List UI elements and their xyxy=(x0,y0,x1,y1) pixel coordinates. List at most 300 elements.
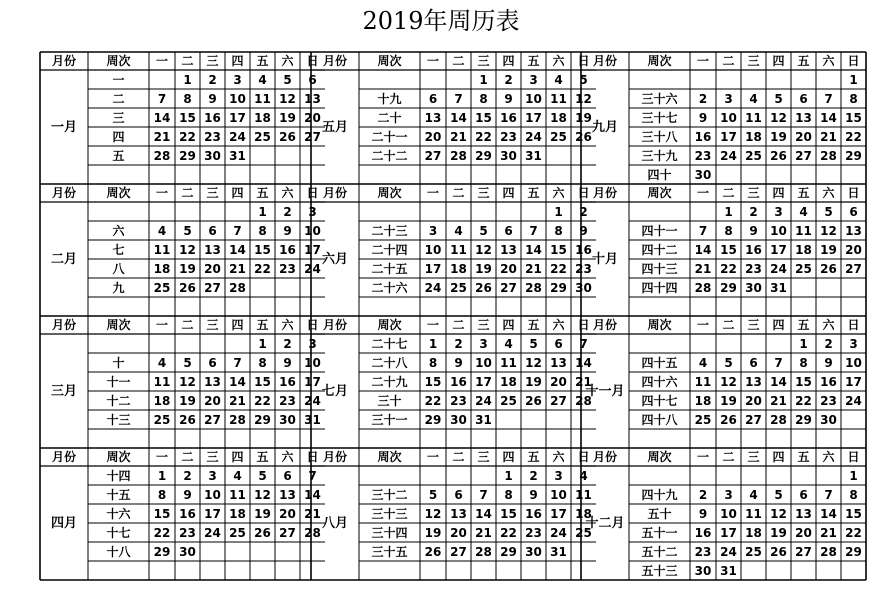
week-number xyxy=(359,561,420,580)
day-cell: 18 xyxy=(694,393,712,408)
day-cell xyxy=(471,202,496,221)
column-header: 周次 xyxy=(647,186,672,200)
day-cell: 23 xyxy=(745,261,762,276)
column-header: 一 xyxy=(696,186,709,200)
column-header: 六 xyxy=(822,450,835,464)
day-cell: 13 xyxy=(204,374,221,389)
day-cell xyxy=(225,334,250,353)
day-cell: 9 xyxy=(824,355,833,370)
day-cell: 25 xyxy=(229,525,246,540)
column-header: 三 xyxy=(206,186,219,200)
day-cell: 29 xyxy=(424,412,442,427)
day-cell: 28 xyxy=(820,544,837,559)
day-cell: 7 xyxy=(774,355,783,370)
day-cell xyxy=(200,561,225,580)
day-cell: 28 xyxy=(153,148,171,163)
column-header: 二 xyxy=(452,318,465,332)
day-cell: 11 xyxy=(694,374,712,389)
day-cell: 21 xyxy=(770,393,787,408)
day-cell xyxy=(446,429,471,448)
day-cell: 17 xyxy=(304,374,321,389)
day-cell xyxy=(741,561,766,580)
day-cell xyxy=(741,165,766,184)
day-cell: 17 xyxy=(525,110,542,125)
week-number xyxy=(629,334,690,353)
day-cell: 22 xyxy=(475,129,492,144)
day-cell xyxy=(741,466,766,485)
day-cell: 15 xyxy=(845,110,862,125)
day-cell xyxy=(716,165,741,184)
column-header: 三 xyxy=(747,186,760,200)
column-header: 四 xyxy=(231,54,244,68)
day-cell: 5 xyxy=(774,487,783,502)
week-number: 三十七 xyxy=(641,110,678,125)
week-number xyxy=(88,561,149,580)
day-cell xyxy=(741,429,766,448)
day-cell: 8 xyxy=(849,91,858,106)
day-cell: 9 xyxy=(504,91,513,106)
day-cell xyxy=(275,297,300,316)
week-number: 七 xyxy=(112,242,125,257)
day-cell: 22 xyxy=(254,393,271,408)
week-number: 三十八 xyxy=(641,129,678,144)
column-header: 五 xyxy=(256,186,269,200)
day-cell xyxy=(690,70,716,89)
day-cell: 25 xyxy=(745,544,762,559)
day-cell: 9 xyxy=(283,223,292,238)
day-cell: 11 xyxy=(745,506,762,521)
day-cell: 6 xyxy=(504,223,513,238)
day-cell: 12 xyxy=(820,223,837,238)
day-cell: 20 xyxy=(204,393,221,408)
day-cell: 3 xyxy=(529,72,538,87)
day-cell: 14 xyxy=(304,487,321,502)
day-cell: 23 xyxy=(279,393,296,408)
day-cell xyxy=(841,561,866,580)
column-header: 五 xyxy=(797,186,810,200)
day-cell: 12 xyxy=(770,506,787,521)
day-cell: 26 xyxy=(575,129,592,144)
week-number: 十六 xyxy=(106,506,131,521)
day-cell xyxy=(521,561,546,580)
day-cell: 2 xyxy=(698,91,708,106)
day-cell xyxy=(250,542,275,561)
week-number xyxy=(629,297,690,316)
day-cell xyxy=(716,334,741,353)
column-header: 五 xyxy=(527,186,540,200)
day-cell: 22 xyxy=(153,525,171,540)
day-cell: 30 xyxy=(525,544,542,559)
week-number: 四十六 xyxy=(641,374,678,389)
day-cell: 26 xyxy=(475,280,492,295)
day-cell: 2 xyxy=(283,336,292,351)
day-cell: 11 xyxy=(254,91,271,106)
day-cell: 25 xyxy=(550,129,567,144)
day-cell: 19 xyxy=(575,110,592,125)
day-cell xyxy=(446,297,471,316)
week-number xyxy=(359,297,420,316)
day-cell xyxy=(546,297,571,316)
day-cell xyxy=(420,466,446,485)
day-cell: 1 xyxy=(183,72,192,87)
column-header: 月份 xyxy=(592,186,617,200)
day-cell xyxy=(471,466,496,485)
column-header: 周次 xyxy=(377,186,402,200)
day-cell: 7 xyxy=(157,91,167,106)
day-cell: 2 xyxy=(208,72,217,87)
day-cell xyxy=(816,429,841,448)
day-cell: 6 xyxy=(208,223,217,238)
day-cell: 7 xyxy=(233,223,242,238)
day-cell: 22 xyxy=(550,261,567,276)
month-label: 六月 xyxy=(321,251,348,267)
day-cell: 17 xyxy=(720,129,737,144)
day-cell: 13 xyxy=(500,242,517,257)
day-cell: 1 xyxy=(504,468,513,483)
day-cell xyxy=(250,297,275,316)
day-cell xyxy=(225,165,250,184)
day-cell: 29 xyxy=(845,148,862,163)
day-cell xyxy=(250,278,275,297)
month-label: 四月 xyxy=(50,515,77,531)
day-cell xyxy=(816,297,841,316)
column-header: 五 xyxy=(797,450,810,464)
week-number: 十 xyxy=(112,355,125,370)
day-cell xyxy=(690,466,716,485)
day-cell: 3 xyxy=(724,487,733,502)
day-cell xyxy=(175,297,200,316)
column-header: 日 xyxy=(847,186,860,200)
day-cell: 3 xyxy=(208,468,217,483)
day-cell: 24 xyxy=(424,280,442,295)
week-number: 四十五 xyxy=(641,355,678,370)
week-number: 五十三 xyxy=(641,563,678,578)
week-number: 五 xyxy=(112,148,125,163)
day-cell: 9 xyxy=(749,223,758,238)
day-cell: 18 xyxy=(745,525,762,540)
day-cell: 9 xyxy=(698,506,708,521)
day-cell xyxy=(496,429,521,448)
month-label: 八月 xyxy=(321,515,348,531)
day-cell xyxy=(471,429,496,448)
day-cell xyxy=(816,70,841,89)
week-number: 四十三 xyxy=(641,261,678,276)
day-cell xyxy=(149,202,175,221)
day-cell xyxy=(496,202,521,221)
column-header: 六 xyxy=(552,318,565,332)
day-cell: 30 xyxy=(450,412,467,427)
day-cell: 9 xyxy=(454,355,463,370)
day-cell xyxy=(690,334,716,353)
column-header: 日 xyxy=(577,54,590,68)
day-cell: 29 xyxy=(500,544,517,559)
day-cell: 15 xyxy=(720,242,737,257)
day-cell: 19 xyxy=(424,525,442,540)
week-number: 四十七 xyxy=(641,393,678,408)
day-cell: 10 xyxy=(770,223,787,238)
day-cell xyxy=(250,561,275,580)
day-cell: 13 xyxy=(745,374,762,389)
column-header: 一 xyxy=(426,186,439,200)
day-cell: 6 xyxy=(554,336,563,351)
day-cell xyxy=(225,202,250,221)
day-cell: 7 xyxy=(824,91,833,106)
day-cell: 13 xyxy=(204,242,221,257)
day-cell: 24 xyxy=(204,525,221,540)
day-cell xyxy=(791,165,816,184)
week-number xyxy=(88,297,149,316)
week-number: 二十六 xyxy=(371,280,408,295)
day-cell: 4 xyxy=(454,223,463,238)
day-cell: 10 xyxy=(720,110,737,125)
column-header: 五 xyxy=(256,318,269,332)
column-header: 周次 xyxy=(647,450,672,464)
week-number: 三十四 xyxy=(371,525,408,540)
week-number xyxy=(88,429,149,448)
day-cell: 23 xyxy=(279,261,296,276)
day-cell: 23 xyxy=(694,544,712,559)
column-header: 二 xyxy=(452,450,465,464)
day-cell xyxy=(275,278,300,297)
day-cell: 3 xyxy=(774,204,783,219)
day-cell xyxy=(690,297,716,316)
day-cell: 10 xyxy=(720,506,737,521)
day-cell: 12 xyxy=(475,242,492,257)
day-cell: 18 xyxy=(450,261,467,276)
day-cell: 31 xyxy=(770,280,787,295)
day-cell: 26 xyxy=(279,129,296,144)
day-cell xyxy=(841,297,866,316)
day-cell: 24 xyxy=(304,261,321,276)
day-cell: 28 xyxy=(575,393,592,408)
day-cell: 3 xyxy=(849,336,858,351)
day-cell: 3 xyxy=(308,204,317,219)
day-cell: 4 xyxy=(799,204,808,219)
day-cell: 22 xyxy=(424,393,442,408)
column-header: 二 xyxy=(452,54,465,68)
day-cell: 14 xyxy=(450,110,467,125)
day-cell: 3 xyxy=(428,223,438,238)
day-cell: 11 xyxy=(795,223,812,238)
day-cell: 11 xyxy=(153,242,171,257)
day-cell: 6 xyxy=(283,468,292,483)
day-cell: 29 xyxy=(720,280,737,295)
column-header: 五 xyxy=(256,450,269,464)
column-header: 六 xyxy=(281,450,294,464)
day-cell: 24 xyxy=(720,544,737,559)
day-cell: 20 xyxy=(304,110,321,125)
day-cell: 18 xyxy=(153,393,171,408)
day-cell: 2 xyxy=(504,72,513,87)
column-header: 四 xyxy=(231,450,244,464)
day-cell: 2 xyxy=(579,204,588,219)
day-cell: 12 xyxy=(575,91,592,106)
day-cell xyxy=(496,410,521,429)
day-cell: 18 xyxy=(229,506,246,521)
day-cell: 12 xyxy=(279,91,296,106)
day-cell: 28 xyxy=(770,412,787,427)
column-header: 六 xyxy=(552,186,565,200)
day-cell xyxy=(275,429,300,448)
day-cell xyxy=(521,297,546,316)
week-number: 十五 xyxy=(106,487,131,502)
day-cell: 4 xyxy=(258,72,267,87)
column-header: 五 xyxy=(256,54,269,68)
column-header: 三 xyxy=(747,54,760,68)
day-cell: 13 xyxy=(795,506,812,521)
day-cell: 5 xyxy=(724,355,733,370)
day-cell: 28 xyxy=(304,525,321,540)
column-header: 二 xyxy=(452,186,465,200)
day-cell xyxy=(546,429,571,448)
day-cell: 16 xyxy=(450,374,467,389)
column-header: 三 xyxy=(206,450,219,464)
day-cell: 15 xyxy=(550,242,567,257)
day-cell: 10 xyxy=(525,91,542,106)
day-cell: 27 xyxy=(795,148,812,163)
column-header: 一 xyxy=(155,450,168,464)
day-cell xyxy=(816,165,841,184)
week-number: 一 xyxy=(112,72,125,87)
week-number: 三十一 xyxy=(371,412,408,427)
column-header: 二 xyxy=(181,186,194,200)
day-cell: 19 xyxy=(525,374,542,389)
day-cell xyxy=(521,165,546,184)
day-cell: 15 xyxy=(254,374,271,389)
day-cell: 15 xyxy=(475,110,492,125)
day-cell: 1 xyxy=(258,204,267,219)
day-cell: 27 xyxy=(450,544,467,559)
week-number: 二十一 xyxy=(371,129,408,144)
column-header: 六 xyxy=(281,318,294,332)
day-cell: 23 xyxy=(820,393,837,408)
day-cell: 13 xyxy=(304,91,321,106)
column-header: 四 xyxy=(502,318,515,332)
day-cell: 20 xyxy=(424,129,442,144)
day-cell: 23 xyxy=(694,148,712,163)
day-cell: 23 xyxy=(179,525,196,540)
day-cell: 7 xyxy=(479,487,488,502)
day-cell: 19 xyxy=(770,525,787,540)
day-cell: 4 xyxy=(157,223,167,238)
day-cell xyxy=(275,165,300,184)
day-cell: 7 xyxy=(454,91,463,106)
day-cell: 14 xyxy=(575,355,592,370)
day-cell xyxy=(275,146,300,165)
day-cell: 27 xyxy=(550,393,567,408)
column-header: 月份 xyxy=(51,54,76,68)
day-cell: 18 xyxy=(500,374,517,389)
day-cell xyxy=(471,165,496,184)
day-cell xyxy=(741,297,766,316)
day-cell: 5 xyxy=(529,336,538,351)
day-cell: 13 xyxy=(795,110,812,125)
day-cell: 16 xyxy=(179,506,196,521)
day-cell xyxy=(546,146,571,165)
day-cell: 5 xyxy=(428,487,438,502)
week-number: 五十二 xyxy=(641,544,678,559)
day-cell: 7 xyxy=(698,223,708,238)
day-cell: 13 xyxy=(279,487,296,502)
day-cell: 9 xyxy=(529,487,538,502)
day-cell: 16 xyxy=(500,110,517,125)
week-number: 三十五 xyxy=(371,544,408,559)
column-header: 日 xyxy=(847,318,860,332)
day-cell: 22 xyxy=(845,129,862,144)
week-number xyxy=(359,165,420,184)
column-header: 五 xyxy=(797,54,810,68)
column-header: 月份 xyxy=(592,54,617,68)
day-cell xyxy=(225,297,250,316)
day-cell: 2 xyxy=(824,336,833,351)
day-cell xyxy=(841,278,866,297)
column-header: 一 xyxy=(155,54,168,68)
day-cell: 10 xyxy=(229,91,246,106)
day-cell: 22 xyxy=(720,261,737,276)
day-cell: 8 xyxy=(554,223,563,238)
day-cell xyxy=(716,429,741,448)
day-cell: 1 xyxy=(849,72,858,87)
day-cell: 8 xyxy=(479,91,488,106)
day-cell xyxy=(225,561,250,580)
day-cell: 2 xyxy=(283,204,292,219)
day-cell xyxy=(546,165,571,184)
day-cell: 7 xyxy=(308,468,317,483)
week-number: 四十八 xyxy=(641,412,678,427)
month-label: 五月 xyxy=(321,119,348,135)
day-cell: 2 xyxy=(749,204,758,219)
week-number: 八 xyxy=(112,261,125,276)
week-number: 十八 xyxy=(106,544,131,559)
day-cell: 29 xyxy=(795,412,812,427)
column-header: 五 xyxy=(527,318,540,332)
column-header: 一 xyxy=(426,318,439,332)
day-cell: 21 xyxy=(229,393,246,408)
day-cell: 21 xyxy=(153,129,171,144)
day-cell: 18 xyxy=(795,242,812,257)
column-header: 日 xyxy=(306,450,319,464)
day-cell: 26 xyxy=(179,412,196,427)
day-cell: 17 xyxy=(845,374,862,389)
day-cell xyxy=(841,410,866,429)
day-cell: 27 xyxy=(204,412,221,427)
day-cell: 27 xyxy=(795,544,812,559)
day-cell: 29 xyxy=(153,544,171,559)
day-cell: 22 xyxy=(254,261,271,276)
week-number: 十四 xyxy=(106,468,131,483)
day-cell: 28 xyxy=(820,148,837,163)
day-cell xyxy=(766,334,791,353)
day-cell: 30 xyxy=(575,280,592,295)
day-cell: 20 xyxy=(279,506,296,521)
column-header: 三 xyxy=(477,318,490,332)
week-number: 十二 xyxy=(106,393,131,408)
day-cell: 27 xyxy=(279,525,296,540)
day-cell: 8 xyxy=(258,355,267,370)
column-header: 月份 xyxy=(592,318,617,332)
week-number: 四十 xyxy=(647,167,672,182)
week-number: 二 xyxy=(112,91,125,106)
day-cell xyxy=(275,561,300,580)
day-cell: 21 xyxy=(575,374,592,389)
day-cell: 19 xyxy=(179,261,196,276)
column-header: 四 xyxy=(772,54,785,68)
day-cell: 21 xyxy=(820,129,837,144)
day-cell: 25 xyxy=(254,129,271,144)
week-number: 十三 xyxy=(106,412,131,427)
day-cell: 10 xyxy=(550,487,567,502)
day-cell: 27 xyxy=(304,129,321,144)
